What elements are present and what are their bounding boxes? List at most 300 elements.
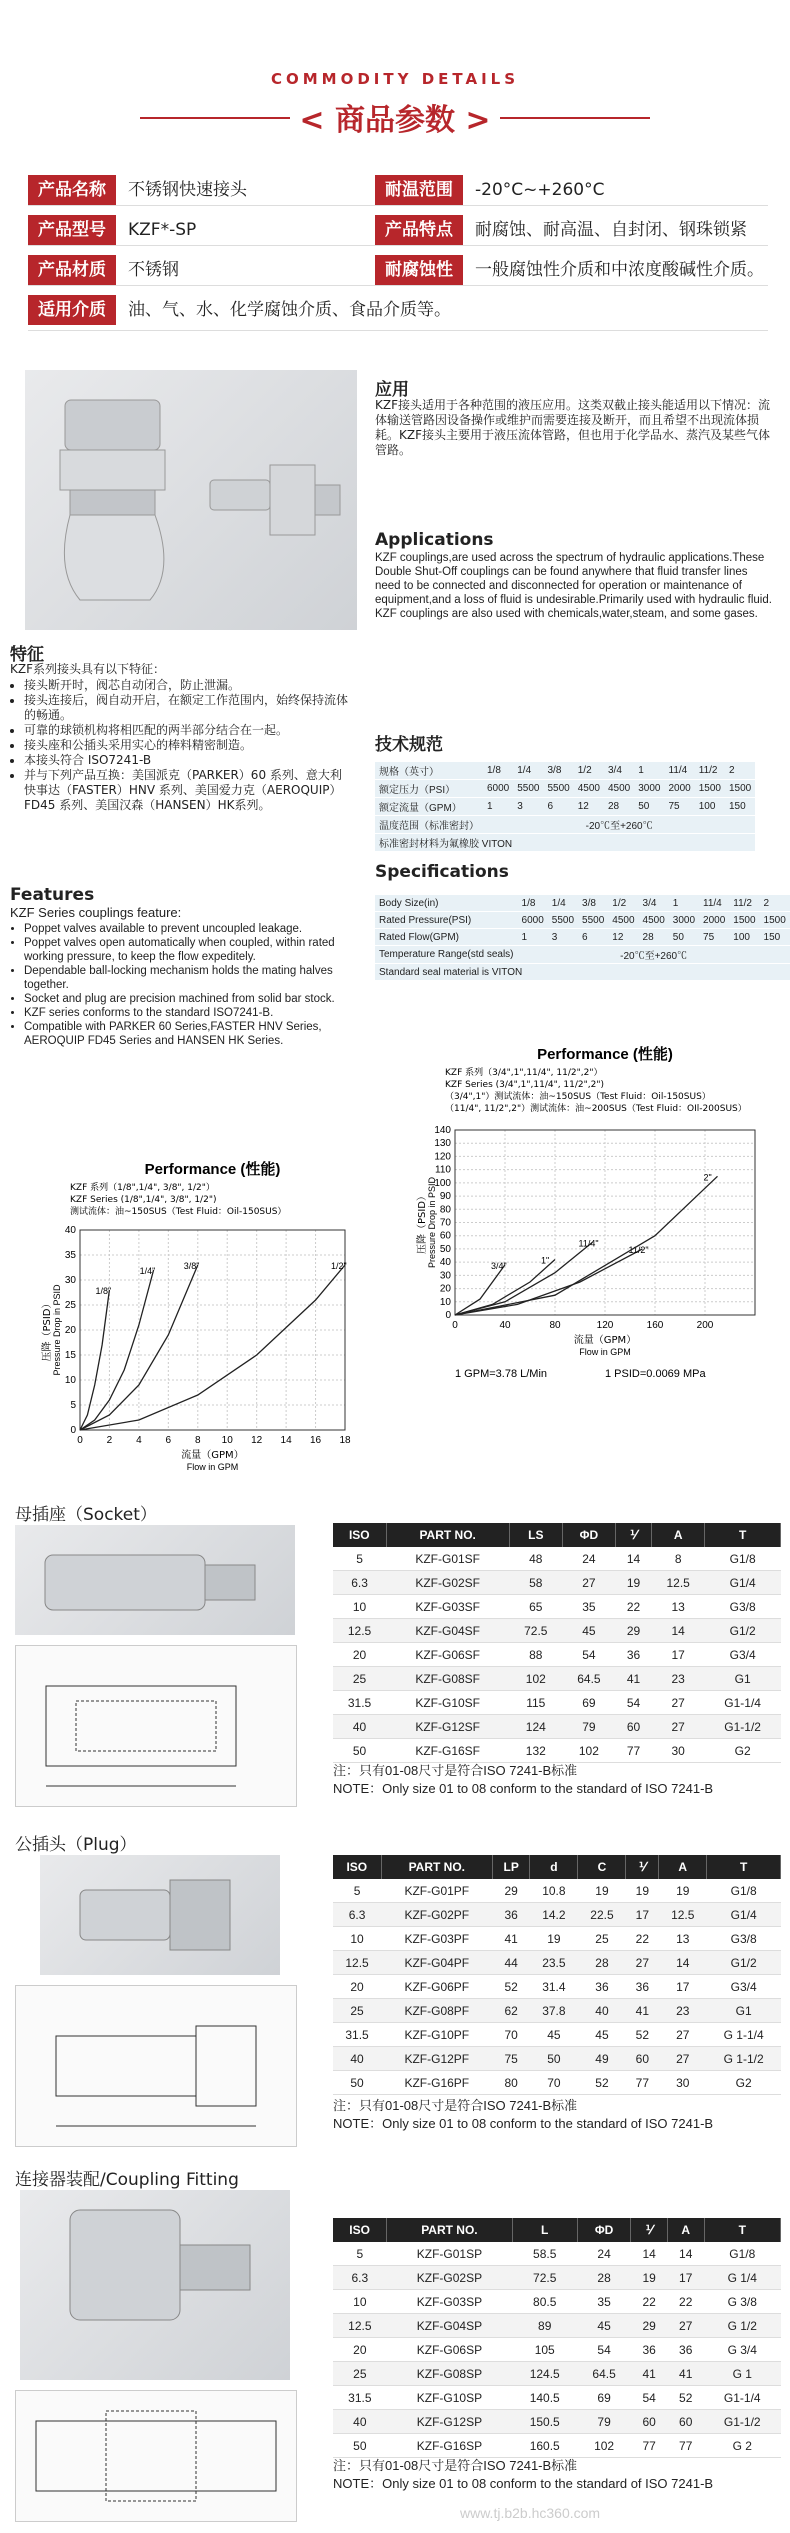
feature-item: • Dependable ball-locking mechanism holds the mating halves together. <box>24 964 349 992</box>
property-label: 产品名称 <box>28 175 116 205</box>
table-cell: 54 <box>615 1691 651 1715</box>
table-row <box>333 1879 781 1903</box>
table-row <box>333 1999 781 2023</box>
table-cell: 35 <box>577 2290 631 2314</box>
spec-row <box>375 798 755 816</box>
y-tick-label: 35 <box>64 1250 76 1261</box>
table-row <box>333 1547 781 1571</box>
table-cell: 25 <box>333 2362 387 2386</box>
table-row <box>333 1667 781 1691</box>
table-cell: KZF-G16SF <box>386 1739 509 1763</box>
table-cell: 13 <box>652 1595 705 1619</box>
table-cell: 140.5 <box>512 2386 577 2410</box>
table-cell: 102 <box>577 2434 631 2458</box>
property-label: 适用介质 <box>28 295 116 325</box>
applications-text-cn: KZF接头适用于各种范围的液压应用。这类双截止接头能适用以下情况：流体输送管路因设备操作或维护而需要连接及断开，而且希望不出现流体损耗。KZF接头主要用于液压流体管路，但也用于化学品水、蒸汽及某些气体管路。 <box>375 398 770 457</box>
feature-item: • 可靠的球锁机构将相匹配的两半部分结合在一起。 <box>24 723 349 738</box>
x-tick-label: 120 <box>596 1320 614 1331</box>
y-tick-label: 30 <box>439 1270 451 1282</box>
table-cell: 22 <box>631 2290 668 2314</box>
table-cell: 10 <box>333 1927 381 1951</box>
table-header: PART NO. <box>386 1523 509 1547</box>
x-tick-label: 0 <box>452 1320 458 1331</box>
spec-cell: 1/2 <box>608 895 638 912</box>
table-cell: G1-1/4 <box>704 2386 781 2410</box>
table-cell: G1 <box>707 1999 781 2023</box>
table-cell: G 1/2 <box>704 2314 781 2338</box>
table-cell: KZF-G03SP <box>387 2290 513 2314</box>
property-value: -20°C~+260°C <box>475 180 605 200</box>
spec-table-cn <box>375 762 755 852</box>
spec-cell: 3/4 <box>639 895 669 912</box>
table-cell: KZF-G01SP <box>387 2242 513 2266</box>
table-cell: 45 <box>577 2314 631 2338</box>
spec-cell: 1 <box>518 929 548 946</box>
socket-drawing <box>15 1645 297 1807</box>
y-tick-label: 70 <box>439 1217 451 1229</box>
table-cell: 44 <box>493 1951 530 1975</box>
feature-item: • 接头断开时，阀芯自动闭合，防止泄漏。 <box>24 678 349 693</box>
table-row <box>333 2314 781 2338</box>
table-header: ISO <box>333 1855 381 1879</box>
table-cell: 64.5 <box>577 2362 631 2386</box>
property-label: 产品特点 <box>375 215 463 245</box>
feature-item: • Compatible with PARKER 60 Series,FASTER HNV Series, AEROQUIP FD45 Series and HANSEN HK Series. <box>24 1020 349 1048</box>
features-intro-cn: KZF系列接头具有以下特征： <box>10 662 165 676</box>
features-intro-en: KZF Series couplings feature: <box>10 905 182 920</box>
spec-row <box>375 912 790 929</box>
table-cell: 105 <box>512 2338 577 2362</box>
spec-cell: -20℃至+260℃ <box>518 946 790 964</box>
table-cell: 22 <box>667 2290 704 2314</box>
spec-cell: 1 <box>483 798 513 816</box>
spec-cell: 75 <box>699 929 729 946</box>
socket-table <box>333 1523 781 1763</box>
y-axis-label: 压降（PSID） <box>417 1190 428 1255</box>
table-row <box>333 1715 781 1739</box>
spec-cell: 2000 <box>699 912 729 929</box>
table-cell: 124.5 <box>512 2362 577 2386</box>
spec-cell: 标准密封材料为氟橡胶 VITON <box>375 834 755 852</box>
spec-cell: 28 <box>604 798 634 816</box>
table-cell: KZF-G10SF <box>386 1691 509 1715</box>
series-label: 11/4" <box>578 1238 599 1249</box>
x-tick-label: 16 <box>309 1435 322 1446</box>
table-cell: 28 <box>577 2266 631 2290</box>
table-row <box>333 1595 781 1619</box>
table-cell: 10.8 <box>530 1879 578 1903</box>
table-cell: 24 <box>577 2242 631 2266</box>
x-axis-label-en: Flow in GPM <box>579 1347 631 1357</box>
coupling-photo-icon <box>20 2190 290 2380</box>
table-cell: 12.5 <box>333 1619 386 1643</box>
y-tick-label: 20 <box>64 1325 76 1336</box>
spec-cell: 3/8 <box>578 895 608 912</box>
table-cell: 45 <box>578 2023 626 2047</box>
table-cell: KZF-G08SP <box>387 2362 513 2386</box>
table-cell: 30 <box>659 2071 707 2095</box>
table-cell: KZF-G16SP <box>387 2434 513 2458</box>
feature-item: • 本接头符合 ISO7241-B <box>24 753 349 768</box>
spec-cell: 150 <box>760 929 790 946</box>
series-line <box>80 1270 154 1430</box>
table-cell: 60 <box>626 2047 659 2071</box>
table-row <box>333 1927 781 1951</box>
coupling-note-cn: 注：只有01-08尺寸是符合ISO 7241-B标准 <box>333 2458 578 2473</box>
spec-cell: 75 <box>665 798 695 816</box>
y-tick-label: 40 <box>439 1257 451 1269</box>
plug-drawing-icon <box>16 1986 296 2146</box>
series-line <box>80 1290 109 1430</box>
socket-drawing-icon <box>16 1646 296 1806</box>
property-value: 一般腐蚀性介质和中浓度酸碱性介质。 <box>475 260 764 280</box>
applications-title-en: Applications <box>375 530 494 550</box>
table-cell: 36 <box>615 1643 651 1667</box>
table-cell: 41 <box>631 2362 668 2386</box>
table-row <box>333 2434 781 2458</box>
table-cell: 17 <box>652 1643 705 1667</box>
x-tick-label: 6 <box>165 1435 172 1446</box>
table-cell: 62 <box>493 1999 530 2023</box>
table-cell: 88 <box>509 1643 562 1667</box>
table-cell: 52 <box>667 2386 704 2410</box>
spec-cell: 1 <box>669 895 699 912</box>
property-label: 耐腐蚀性 <box>375 255 463 285</box>
spec-cell: 1/4 <box>513 762 543 780</box>
y-tick-label: 100 <box>434 1177 451 1189</box>
x-tick-label: 2 <box>106 1435 113 1446</box>
features-list-en <box>10 922 349 1048</box>
table-cell: 20 <box>333 1975 381 1999</box>
spec-cell: 1500 <box>695 780 725 798</box>
table-cell: 31.5 <box>333 2023 381 2047</box>
coupling-title: 连接器装配/Coupling Fitting <box>15 2170 239 2190</box>
spec-cell: 5500 <box>548 912 578 929</box>
performance-chart-large-svg <box>380 1045 780 1395</box>
table-header: L <box>512 2218 577 2242</box>
spec-cell: 3000 <box>669 912 699 929</box>
features-title-cn: 特征 <box>10 645 44 665</box>
spec-cell: 12 <box>574 798 604 816</box>
table-cell: 20 <box>333 2338 387 2362</box>
x-axis-label: 流量（GPM） <box>181 1450 244 1461</box>
table-cell: 6.3 <box>333 1903 381 1927</box>
table-cell: 52 <box>493 1975 530 1999</box>
y-tick-label: 40 <box>64 1225 76 1236</box>
table-cell: 20 <box>333 1643 386 1667</box>
table-row <box>333 2047 781 2071</box>
spec-cell: 4500 <box>604 780 634 798</box>
spec-cell: 100 <box>729 929 759 946</box>
table-cell: 25 <box>333 1999 381 2023</box>
table-cell: 12.5 <box>659 1903 707 1927</box>
table-cell: KZF-G08PF <box>381 1999 492 2023</box>
spec-cell: 3/8 <box>544 762 574 780</box>
table-cell: G1-1/4 <box>705 1691 781 1715</box>
spec-cell: Body Size(in) <box>375 895 518 912</box>
socket-note-cn: 注：只有01-08尺寸是符合ISO 7241-B标准 <box>333 1763 578 1778</box>
table-cell: KZF-G12SF <box>386 1715 509 1739</box>
table-cell: 160.5 <box>512 2434 577 2458</box>
table-cell: G1/8 <box>704 2242 781 2266</box>
chart-subtitle: KZF Series (1/8",1/4", 3/8", 1/2") <box>70 1195 217 1205</box>
property-divider <box>28 205 768 206</box>
chart-subtitle: （11/4", 11/2",2"）测试流体：油~200SUS（Test Fluid：OIl-200SUS） <box>445 1104 747 1114</box>
table-cell: 27 <box>626 1951 659 1975</box>
table-cell: 23.5 <box>530 1951 578 1975</box>
table-row <box>333 2023 781 2047</box>
table-header-row <box>333 1523 781 1547</box>
series-label: 3/8" <box>183 1261 200 1271</box>
table-cell: KZF-G10PF <box>381 2023 492 2047</box>
coupling-photo <box>20 2190 290 2380</box>
series-label: 1/8" <box>95 1286 112 1296</box>
table-cell: 29 <box>615 1619 651 1643</box>
table-header: A <box>652 1523 705 1547</box>
table-cell: 19 <box>578 1879 626 1903</box>
table-row <box>333 1975 781 1999</box>
table-cell: G 1-1/4 <box>707 2023 781 2047</box>
table-header: ISO <box>333 2218 387 2242</box>
y-tick-label: 130 <box>434 1138 451 1150</box>
table-cell: 19 <box>530 1927 578 1951</box>
table-cell: 6.3 <box>333 2266 387 2290</box>
spec-cell: 150 <box>725 798 755 816</box>
table-cell: 77 <box>626 2071 659 2095</box>
table-cell: 8 <box>652 1547 705 1571</box>
socket-photo <box>15 1525 295 1635</box>
table-cell: 41 <box>626 1999 659 2023</box>
table-row <box>333 2071 781 2095</box>
spec-cell: 11/2 <box>695 762 725 780</box>
table-header: PART NO. <box>387 2218 513 2242</box>
table-header: LP <box>493 1855 530 1879</box>
spec-row-seal <box>375 964 790 981</box>
y-tick-label: 140 <box>434 1125 451 1136</box>
table-cell: 80.5 <box>512 2290 577 2314</box>
spec-row-temp <box>375 946 790 964</box>
spec-cell: 1500 <box>725 780 755 798</box>
spec-cell: Rated Pressure(PSI) <box>375 912 518 929</box>
table-header: ΦD <box>577 2218 631 2242</box>
spec-cell: 温度范围（标准密封） <box>375 816 483 834</box>
table-cell: KZF-G10SP <box>387 2386 513 2410</box>
table-cell: 31.5 <box>333 1691 386 1715</box>
x-tick-label: 12 <box>251 1435 263 1446</box>
plug-title: 公插头（Plug） <box>15 1835 137 1855</box>
table-cell: KZF-G02SP <box>387 2266 513 2290</box>
table-cell: G2 <box>705 1739 781 1763</box>
table-cell: 22.5 <box>578 1903 626 1927</box>
x-tick-label: 14 <box>280 1435 292 1446</box>
spec-cell: 2000 <box>665 780 695 798</box>
table-cell: 14 <box>631 2242 668 2266</box>
spec-cell: Standard seal material is VITON <box>375 964 790 981</box>
property-value: 油、气、水、化学腐蚀介质、食品介质等。 <box>128 300 451 320</box>
series-label: 1/2" <box>331 1261 347 1271</box>
table-row <box>333 1739 781 1763</box>
chart-subtitle: KZF 系列（1/8",1/4", 3/8", 1/2"） <box>70 1183 215 1193</box>
spec-cell: 1/8 <box>518 895 548 912</box>
socket-photo-icon <box>15 1525 295 1635</box>
spec-cell: 额定压力（PSI） <box>375 780 483 798</box>
table-cell: 10 <box>333 1595 386 1619</box>
y-axis-label: 压降（PSID） <box>42 1298 53 1362</box>
header-en: COMMODITY DETAILS <box>270 70 520 88</box>
property-label: 产品型号 <box>28 215 116 245</box>
property-value: KZF*-SP <box>128 220 197 240</box>
table-cell: 50 <box>530 2047 578 2071</box>
table-cell: G 1/4 <box>704 2266 781 2290</box>
x-tick-label: 200 <box>696 1320 714 1331</box>
spec-cell: 11/4 <box>665 762 695 780</box>
header-cn: < 商品参数 > <box>299 103 491 138</box>
table-cell: KZF-G03SF <box>386 1595 509 1619</box>
series-line <box>455 1242 593 1315</box>
table-cell: 19 <box>615 1571 651 1595</box>
property-label: 产品材质 <box>28 255 116 285</box>
feature-item: • Poppet valves available to prevent uncoupled leakage. <box>24 922 349 936</box>
features-list-cn <box>10 678 349 813</box>
feature-item: • Socket and plug are precision machined from solid bar stock. <box>24 992 349 1006</box>
spec-cell: 1/8 <box>483 762 513 780</box>
table-cell: 72.5 <box>512 2266 577 2290</box>
spec-cell: 5500 <box>544 780 574 798</box>
table-cell: 58.5 <box>512 2242 577 2266</box>
table-cell: 40 <box>333 1715 386 1739</box>
table-row <box>333 1643 781 1667</box>
table-cell: 17 <box>659 1975 707 1999</box>
table-cell: 29 <box>631 2314 668 2338</box>
table-cell: 64.5 <box>562 1667 615 1691</box>
table-cell: KZF-G04SF <box>386 1619 509 1643</box>
spec-cell: 50 <box>669 929 699 946</box>
x-tick-label: 40 <box>499 1320 511 1331</box>
table-cell: 37.8 <box>530 1999 578 2023</box>
property-value: 耐腐蚀、耐高温、自封闭、钢珠锁紧 <box>475 220 747 240</box>
y-tick-label: 0 <box>445 1310 451 1321</box>
coupling-table <box>333 2218 781 2458</box>
performance-chart-small-svg <box>10 1160 360 1480</box>
table-row <box>333 2266 781 2290</box>
table-cell: 69 <box>577 2386 631 2410</box>
tech-title-cn: 技术规范 <box>375 735 443 755</box>
y-tick-label: 10 <box>64 1375 76 1386</box>
table-header: PART NO. <box>381 1855 492 1879</box>
spec-table-en <box>375 895 790 981</box>
y-tick-label: 30 <box>64 1275 76 1286</box>
spec-cell: 3/4 <box>604 762 634 780</box>
table-header: ΦD <box>562 1523 615 1547</box>
table-cell: 65 <box>509 1595 562 1619</box>
applications-text-en: KZF couplings,are used across the spectrum of hydraulic applications.These Double Shut-Off couplings can be found anywhere that fluid transfer lines need to be connected and disconnected for operation or maintenance of equipment,and a loss of fluid is undesirable.Primarily used with hydraulic fluid. KZF couplings are also used with chemicals,water,steam, and some gases. <box>375 552 772 620</box>
table-cell: KZF-G04PF <box>381 1951 492 1975</box>
y-tick-label: 90 <box>439 1191 451 1203</box>
table-cell: 27 <box>667 2314 704 2338</box>
y-tick-label: 60 <box>439 1230 451 1242</box>
spec-cell: Temperature Range(std seals) <box>375 946 518 964</box>
table-cell: G3/4 <box>707 1975 781 1999</box>
y-tick-label: 120 <box>434 1151 451 1163</box>
table-cell: G3/8 <box>705 1595 781 1619</box>
table-cell: 5 <box>333 1879 381 1903</box>
socket-title: 母插座（Socket） <box>15 1505 157 1525</box>
table-cell: 40 <box>578 1999 626 2023</box>
table-cell: G 1 <box>704 2362 781 2386</box>
table-cell: 45 <box>530 2023 578 2047</box>
table-cell: 27 <box>659 2047 707 2071</box>
table-row <box>333 1619 781 1643</box>
table-cell: G3/4 <box>705 1643 781 1667</box>
table-cell: 80 <box>493 2071 530 2095</box>
table-cell: G1/4 <box>707 1903 781 1927</box>
table-cell: 27 <box>652 1715 705 1739</box>
table-cell: 50 <box>333 2434 387 2458</box>
table-cell: 17 <box>626 1903 659 1927</box>
table-cell: 14 <box>667 2242 704 2266</box>
plug-drawing <box>15 1985 297 2147</box>
table-cell: 48 <box>509 1547 562 1571</box>
spec-cell: 4500 <box>574 780 604 798</box>
y-tick-label: 15 <box>64 1350 76 1361</box>
spec-row <box>375 762 755 780</box>
plug-note-en: NOTE：Only size 01 to 08 conform to the standard of ISO 7241-B <box>333 2116 714 2131</box>
spec-cell: 3 <box>513 798 543 816</box>
property-value: 不锈钢快速接头 <box>128 180 247 200</box>
plug-photo <box>40 1855 280 1975</box>
table-cell: 23 <box>652 1667 705 1691</box>
spec-cell: 11/2 <box>729 895 759 912</box>
table-cell: 22 <box>626 1927 659 1951</box>
x-tick-label: 0 <box>77 1435 83 1446</box>
x-axis-label-en: Flow in GPM <box>186 1462 239 1472</box>
coupling-drawing <box>15 2390 297 2522</box>
table-cell: 19 <box>626 1879 659 1903</box>
table-cell: 25 <box>333 1667 386 1691</box>
spec-cell: 6000 <box>518 912 548 929</box>
table-cell: 54 <box>631 2386 668 2410</box>
product-photo <box>25 370 357 630</box>
table-cell: 70 <box>493 2023 530 2047</box>
table-cell: 132 <box>509 1739 562 1763</box>
table-cell: 12.5 <box>333 2314 387 2338</box>
spec-cell: 50 <box>634 798 664 816</box>
chart-subtitle: KZF Series (3/4",1",11/4", 11/2",2") <box>445 1080 605 1090</box>
x-axis-label: 流量（GPM） <box>573 1335 637 1346</box>
features-title-en: Features <box>10 885 95 905</box>
property-value: 不锈钢 <box>128 260 179 280</box>
property-divider <box>28 330 768 331</box>
plug-note-cn: 注：只有01-08尺寸是符合ISO 7241-B标准 <box>333 2098 578 2113</box>
table-cell: 77 <box>667 2434 704 2458</box>
applications-title-cn: 应用 <box>375 380 409 400</box>
feature-item: • Poppet valves open automatically when coupled, within rated working pressure, to keep the flow expeditely. <box>24 936 349 964</box>
table-header: C <box>578 1855 626 1879</box>
table-cell: 41 <box>493 1927 530 1951</box>
table-header: T <box>705 1523 781 1547</box>
plug-photo-icon <box>40 1855 280 1975</box>
table-cell: 40 <box>333 2047 381 2071</box>
table-cell: G 1-1/2 <box>707 2047 781 2071</box>
table-cell: 45 <box>562 1619 615 1643</box>
spec-cell: 4500 <box>639 912 669 929</box>
table-cell: G1/2 <box>705 1619 781 1643</box>
y-tick-label: 25 <box>64 1300 76 1311</box>
feature-item: • 接头连接后，阀自动开启，在额定工作范围内，始终保持流体的畅通。 <box>24 693 349 723</box>
chart-title: Performance (性能) <box>537 1046 673 1063</box>
table-cell: G3/8 <box>707 1927 781 1951</box>
table-cell: 72.5 <box>509 1619 562 1643</box>
